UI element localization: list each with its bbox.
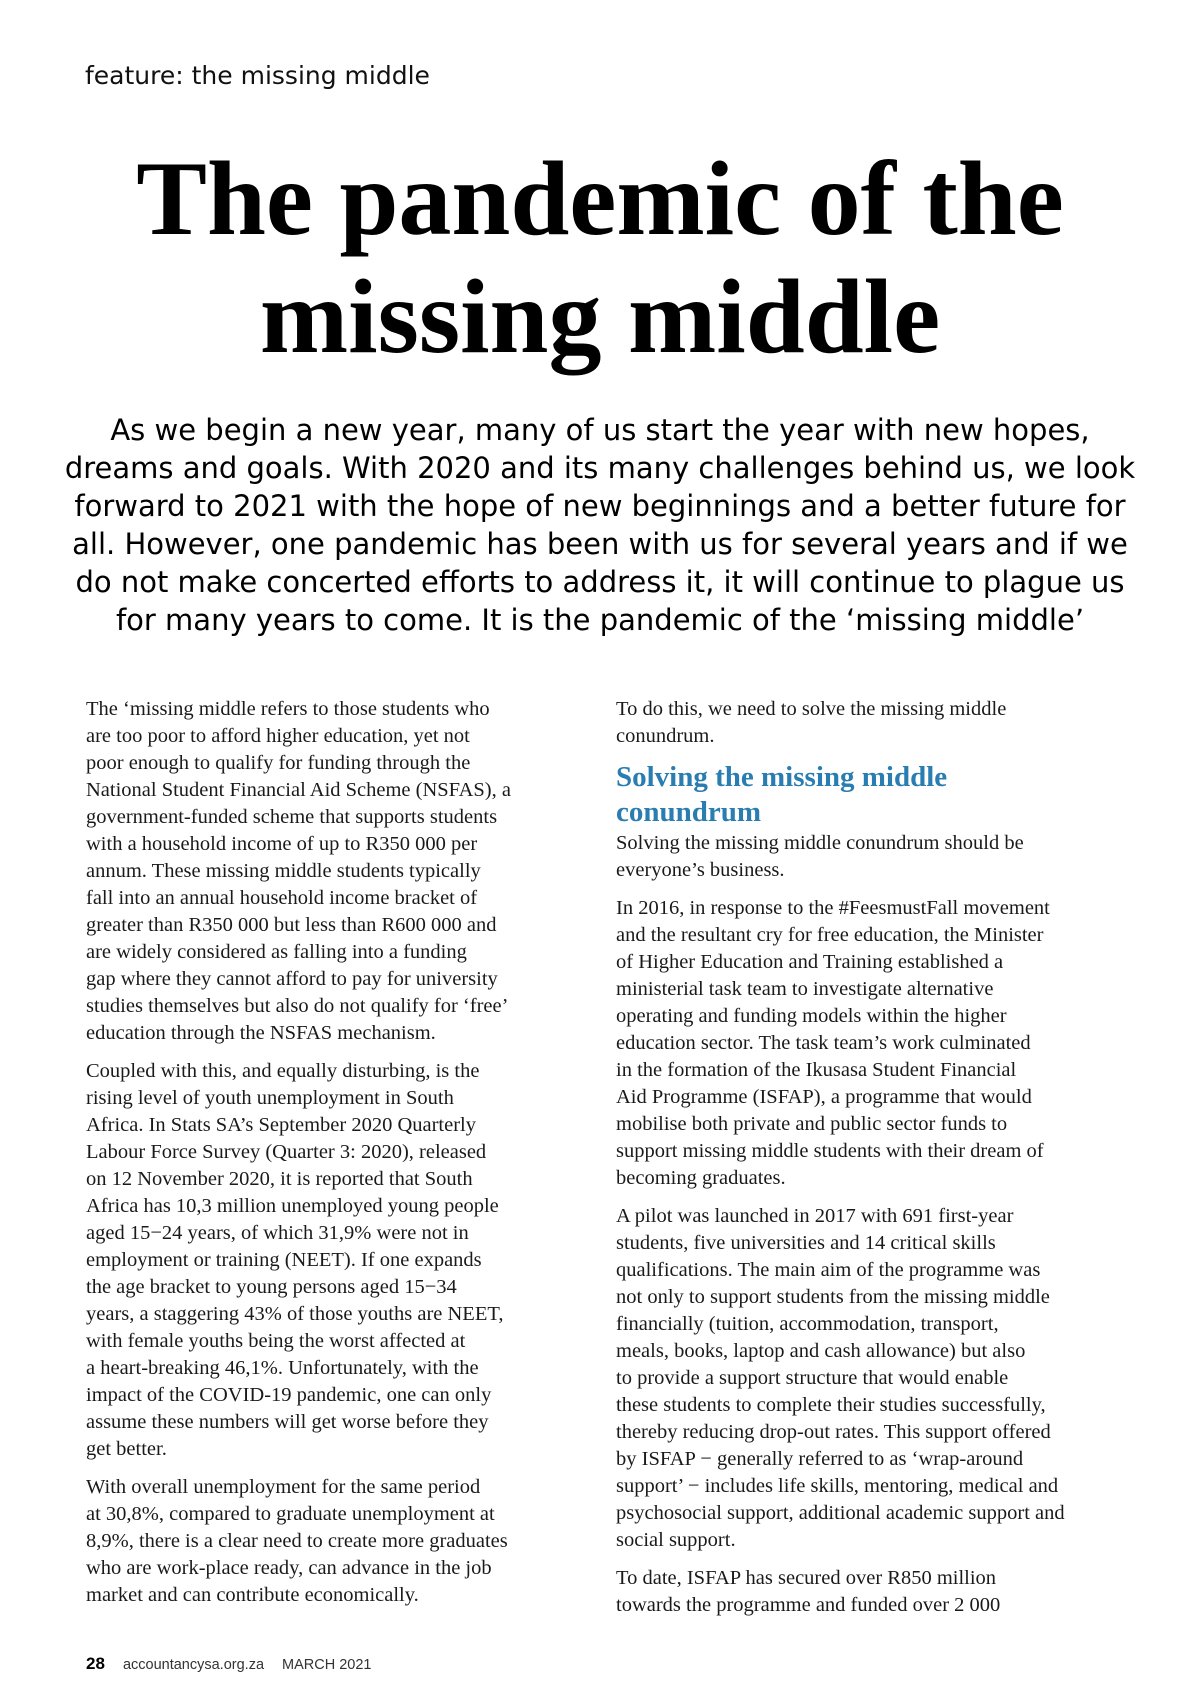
body-line: poor enough to qualify for funding through the [86, 752, 471, 774]
body-line: employment or training (NEET). If one expands [86, 1249, 482, 1271]
standfirst-line: forward to 2021 with the hope of new beginnings and a better future for [74, 489, 1126, 523]
body-line: ministerial task team to investigate alternative [616, 978, 994, 1000]
body-line: with a household income of up to R350 000 per [86, 833, 478, 855]
body-line: support missing middle students with their dream of [616, 1140, 1044, 1162]
body-line: To do this, we need to solve the missing middle [616, 698, 1007, 720]
body-line: aged 15−24 years, of which 31,9% were not in [86, 1222, 469, 1244]
body-paragraph [86, 1474, 586, 1609]
left-column [86, 696, 586, 1620]
body-line: to provide a support structure that would enable [616, 1367, 1009, 1389]
body-line: support’ − includes life skills, mentoring, medical and [616, 1475, 1059, 1497]
body-line: assume these numbers will get worse before they [86, 1411, 489, 1433]
body-line: psychosocial support, additional academic support and [616, 1502, 1065, 1524]
body-line: operating and funding models within the higher [616, 1005, 1007, 1027]
body-line: In 2016, in response to the #FeesmustFall movement [616, 897, 1050, 919]
standfirst [60, 411, 1140, 639]
subheading-line: Solving the missing middle [616, 761, 948, 793]
headline-line: missing middle [259, 258, 941, 375]
subheading-line: conundrum [616, 796, 762, 828]
body-line: To date, ISFAP has secured over R850 million [616, 1567, 997, 1589]
body-line: these students to complete their studies successfully, [616, 1394, 1046, 1416]
body-line: The ‘missing middle refers to those students who [86, 698, 490, 720]
headline-line: The pandemic of the [136, 140, 1064, 257]
body-line: meals, books, laptop and cash allowance) but also [616, 1340, 1026, 1362]
standfirst-line: do not make concerted efforts to address it, it will continue to plague us [75, 565, 1125, 599]
right-column [616, 696, 1121, 1630]
body-line: qualifications. The main aim of the programme was [616, 1259, 1041, 1281]
body-line: Coupled with this, and equally disturbing, is the [86, 1060, 480, 1082]
page-number: 28 [86, 1654, 105, 1673]
body-line: 8,9%, there is a clear need to create more graduates [86, 1530, 508, 1552]
body-line: Africa has 10,3 million unemployed young people [86, 1195, 499, 1217]
body-line: education through the NSFAS mechanism. [86, 1022, 436, 1044]
footer-issue-date: MARCH 2021 [282, 1657, 372, 1673]
body-line: years, a staggering 43% of those youths are NEET, [86, 1303, 504, 1325]
body-line: are too poor to afford higher education, yet not [86, 725, 470, 747]
footer-website: accountancysa.org.za [122, 1657, 265, 1673]
body-line: rising level of youth unemployment in South [86, 1087, 454, 1109]
body-line: fall into an annual household income bracket of [86, 887, 478, 909]
body-line: not only to support students from the missing middle [616, 1286, 1050, 1308]
body-paragraph [616, 895, 1121, 1192]
body-line: becoming graduates. [616, 1167, 786, 1189]
body-line: gap where they cannot afford to pay for university [86, 968, 498, 990]
page-footer [86, 1654, 372, 1675]
body-line: of Higher Education and Training established a [616, 951, 1004, 973]
body-paragraph [616, 1565, 1121, 1619]
body-line: greater than R350 000 but less than R600 000 and [86, 914, 497, 936]
body-line: by ISFAP − generally referred to as ‘wrap-around [616, 1448, 1024, 1470]
body-line: Aid Programme (ISFAP), a programme that would [616, 1086, 1032, 1108]
body-line: studies themselves but also do not qualify for ‘free’ [86, 995, 509, 1017]
body-line: on 12 November 2020, it is reported that South [86, 1168, 473, 1190]
article-headline [40, 140, 1160, 376]
body-line: thereby reducing drop-out rates. This support offered [616, 1421, 1051, 1443]
section-subheading [616, 760, 1121, 830]
body-line: Labour Force Survey (Quarter 3: 2020), released [86, 1141, 487, 1163]
body-paragraph [86, 1058, 586, 1463]
body-line: A pilot was launched in 2017 with 691 first-year [616, 1205, 1014, 1227]
body-line: With overall unemployment for the same period [86, 1476, 481, 1498]
body-line: education sector. The task team’s work culminated [616, 1032, 1031, 1054]
body-paragraph [616, 696, 1121, 750]
body-line: market and can contribute economically. [86, 1584, 419, 1606]
body-line: social support. [616, 1529, 736, 1551]
body-line: mobilise both private and public sector funds to [616, 1113, 1008, 1135]
body-line: conundrum. [616, 725, 715, 747]
body-line: financially (tuition, accommodation, transport, [616, 1313, 999, 1335]
body-line: who are work-place ready, can advance in the job [86, 1557, 492, 1579]
standfirst-line: for many years to come. It is the pandemic of the ‘missing middle’ [115, 603, 1085, 637]
body-line: are widely considered as falling into a funding [86, 941, 467, 963]
body-line: National Student Financial Aid Scheme (NSFAS), a [86, 779, 511, 801]
body-paragraph [616, 830, 1121, 884]
body-line: in the formation of the Ikusasa Student Financial [616, 1059, 1017, 1081]
body-line: students, five universities and 14 critical skills [616, 1232, 996, 1254]
body-line: Solving the missing middle conundrum should be [616, 832, 1024, 854]
standfirst-line: all. However, one pandemic has been with us for several years and if we [72, 527, 1128, 561]
section-label: feature: the missing middle [85, 61, 430, 90]
body-line: impact of the COVID-19 pandemic, one can only [86, 1384, 492, 1406]
body-line: government-funded scheme that supports students [86, 806, 498, 828]
body-line: annum. These missing middle students typically [86, 860, 481, 882]
body-line: get better. [86, 1438, 167, 1460]
body-line: Africa. In Stats SA’s September 2020 Quarterly [86, 1114, 476, 1136]
body-line: towards the programme and funded over 2 000 [616, 1594, 1001, 1616]
body-paragraph [616, 1203, 1121, 1554]
body-line: the age bracket to young persons aged 15−34 [86, 1276, 457, 1298]
standfirst-line: As we begin a new year, many of us start the year with new hopes, [110, 413, 1090, 447]
body-line: at 30,8%, compared to graduate unemployment at [86, 1503, 495, 1525]
body-line: with female youths being the worst affected at [86, 1330, 466, 1352]
body-line: a heart-breaking 46,1%. Unfortunately, with the [86, 1357, 479, 1379]
body-line: and the resultant cry for free education, the Minister [616, 924, 1044, 946]
body-line: everyone’s business. [616, 859, 785, 881]
standfirst-line: dreams and goals. With 2020 and its many challenges behind us, we look [64, 451, 1136, 485]
body-paragraph [86, 696, 586, 1047]
